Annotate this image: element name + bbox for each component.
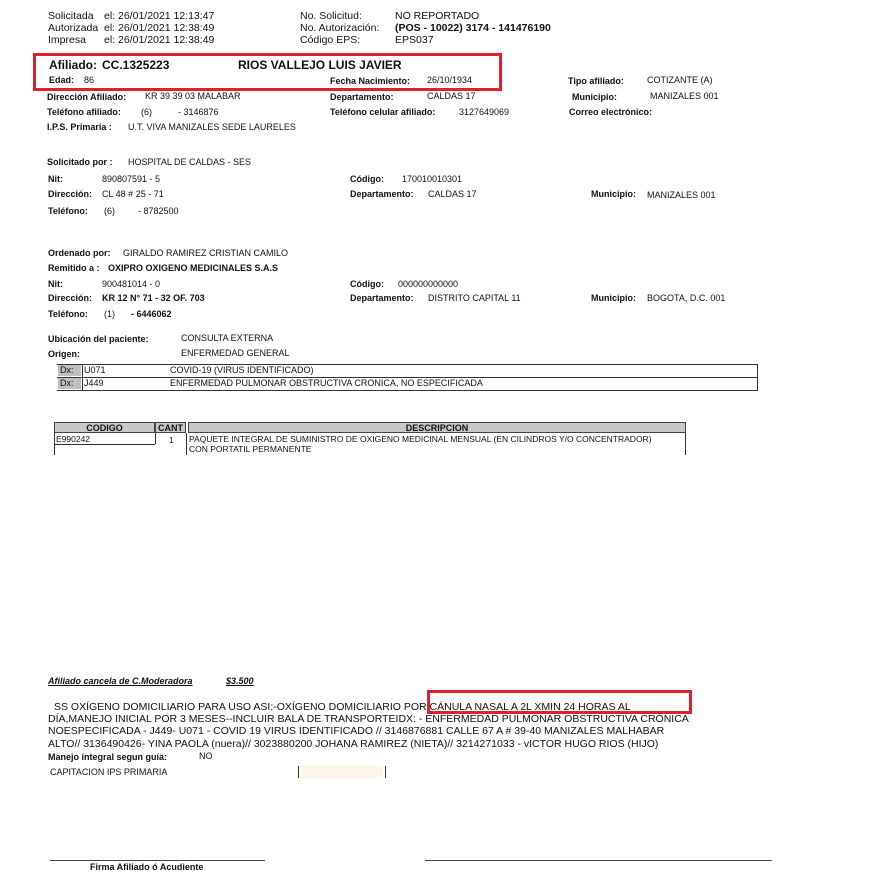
ips-label: I.P.S. Primaria : bbox=[47, 122, 112, 132]
autorizada-label: Autorizada bbox=[48, 22, 99, 34]
solicitada-date: el: 26/01/2021 12:13:47 bbox=[104, 10, 215, 22]
sol-departamento-value: CALDAS 17 bbox=[428, 189, 477, 199]
rem-telefono-value: - 6446062 bbox=[131, 309, 172, 319]
row-cant: 1 bbox=[169, 435, 174, 445]
obs-line-2: DÍA,MANEJO INICIAL POR 3 MESES--INCLUIR BALA DE TRANSPORTEIDX: - ENFERMEDAD PULMONAR OBSTRUCTIVA CRÓNICA bbox=[48, 713, 689, 725]
dx-top-border bbox=[57, 364, 757, 365]
rem-telefono-label: Teléfono: bbox=[48, 309, 88, 319]
manejo-value: NO bbox=[199, 751, 213, 761]
origen-value: ENFERMEDAD GENERAL bbox=[181, 348, 290, 358]
rem-nit-label: Nit: bbox=[48, 279, 63, 289]
col-header-cant: CANT bbox=[155, 422, 186, 433]
rem-codigo-label: Código: bbox=[350, 279, 384, 289]
capitacion-field bbox=[301, 766, 383, 778]
solicitado-por-value: HOSPITAL DE CALDAS - SES bbox=[128, 157, 252, 167]
telefono-afiliado-value: - 3146876 bbox=[178, 107, 219, 117]
firma-line-right bbox=[425, 860, 772, 861]
sol-codigo-value: 170010010301 bbox=[402, 174, 463, 184]
dx-code: U071 bbox=[84, 365, 106, 375]
origen-label: Origen: bbox=[48, 349, 81, 359]
dx-description: COVID-19 (VIRUS IDENTIFICADO) bbox=[170, 365, 314, 375]
table-divider bbox=[155, 433, 156, 444]
codigo-eps-label: Código EPS: bbox=[300, 34, 361, 46]
moderadora-value: $3.500 bbox=[226, 676, 254, 686]
ubicacion-label: Ubicación del paciente: bbox=[48, 334, 149, 344]
rem-codigo-value: 000000000000 bbox=[398, 279, 459, 289]
sol-departamento-label: Departamento: bbox=[350, 189, 414, 199]
no-autorizacion-value: (POS - 10022) 3174 - 141476190 bbox=[395, 22, 551, 34]
celular-value: 3127649069 bbox=[459, 107, 510, 117]
row-codigo: E990242 bbox=[56, 434, 91, 444]
fecha-nac-label: Fecha Nacimiento: bbox=[330, 76, 411, 86]
sol-direccion-label: Dirección: bbox=[48, 189, 93, 199]
dx-code-divider bbox=[82, 365, 83, 390]
row-desc-line2: CON PORTATIL PERMANENTE bbox=[189, 444, 312, 454]
dx-bottom-border bbox=[57, 390, 757, 391]
no-solicitud-value: NO REPORTADO bbox=[395, 10, 480, 22]
sol-codigo-label: Código: bbox=[350, 174, 384, 184]
impresa-label: Impresa bbox=[48, 34, 86, 46]
ips-value: U.T. VIVA MANIZALES SEDE LAURELES bbox=[128, 122, 296, 132]
dx-description: ENFERMEDAD PULMONAR OBSTRUCTIVA CRONICA, NO ESPECIFICADA bbox=[170, 378, 483, 388]
departamento-afiliado-value: CALDAS 17 bbox=[427, 91, 476, 101]
obs-line-3: NOESPECIFICADA - J449- U071 - COVID 19 VIRUS IDENTIFICADO // 3146876881 CALLE 67 A # 39-40 MANIZALES MALHABAR bbox=[48, 725, 665, 737]
impresa-date: el: 26/01/2021 12:38:49 bbox=[104, 34, 215, 46]
table-border-right bbox=[685, 433, 686, 455]
rem-municipio-label: Municipio: bbox=[591, 293, 636, 303]
ordenado-por-label: Ordenado por: bbox=[48, 248, 111, 258]
firma-afiliado-label: Firma Afiliado ó Acudiente bbox=[90, 862, 204, 872]
dx-right-border bbox=[757, 364, 758, 391]
solicitada-label: Solicitada bbox=[48, 10, 94, 22]
correo-label: Correo electrónico: bbox=[569, 107, 653, 117]
dx-code: J449 bbox=[84, 378, 104, 388]
rem-telefono-ind: (1) bbox=[104, 309, 115, 319]
tipo-afiliado-label: Tipo afiliado: bbox=[568, 76, 624, 86]
col-header-descripcion: DESCRIPCION bbox=[188, 422, 686, 433]
remitido-label: Remitido a : bbox=[48, 263, 100, 273]
telefono-afiliado-ind: (6) bbox=[141, 107, 152, 117]
solicitado-por-label: Solicitado por : bbox=[47, 157, 113, 167]
no-solicitud-label: No. Solicitud: bbox=[300, 10, 362, 22]
dx-tag: Dx: bbox=[58, 378, 81, 389]
remitido-value: OXIPRO OXIGENO MEDICINALES S.A.S bbox=[108, 263, 279, 273]
telefono-afiliado-label: Teléfono afiliado: bbox=[47, 107, 121, 117]
autorizada-date: el: 26/01/2021 12:38:49 bbox=[104, 22, 215, 34]
rem-departamento-label: Departamento: bbox=[350, 293, 414, 303]
rem-direccion-value: KR 12 N° 71 - 32 OF. 703 bbox=[102, 293, 205, 303]
sol-direccion-value: CL 48 # 25 - 71 bbox=[102, 189, 164, 199]
sol-telefono-ind: (6) bbox=[104, 206, 115, 216]
edad-value: 86 bbox=[84, 75, 95, 85]
sol-nit-label: Nit: bbox=[48, 174, 63, 184]
sol-telefono-label: Teléfono: bbox=[48, 206, 88, 216]
sol-telefono-value: - 8782500 bbox=[138, 206, 179, 216]
obs-line-4: ALTO// 3136490426- YINA PAOLA (nuera)// 3023880200 JOHANA RAMIREZ (NIETA)// 3214271033 - vICTOR HUGO RIOS (HIJO) bbox=[48, 738, 659, 750]
direccion-afiliado-label: Dirección Afiliado: bbox=[47, 92, 127, 102]
celular-label: Teléfono celular afiliado: bbox=[330, 107, 436, 117]
ordenado-por-value: GIRALDO RAMIREZ CRISTIAN CAMILO bbox=[123, 248, 289, 258]
row-desc-line1: PAQUETE INTEGRAL DE SUMINISTRO DE OXIGENO MEDICINAL MENSUAL (EN CILINDROS Y/O CONCENTRADOR) bbox=[189, 434, 652, 444]
sol-municipio-value: MANIZALES 001 bbox=[647, 190, 716, 200]
capitacion-field-left bbox=[298, 766, 299, 778]
fecha-nac-value: 26/10/1934 bbox=[427, 75, 473, 85]
affiliate-label: Afiliado: bbox=[49, 58, 97, 72]
rem-nit-value: 900481014 - 0 bbox=[102, 279, 161, 289]
col-header-codigo: CODIGO bbox=[54, 422, 155, 433]
municipio-afiliado-value: MANIZALES 001 bbox=[650, 91, 719, 101]
edad-label: Edad: bbox=[49, 75, 75, 85]
capitacion-text: CAPITACION IPS PRIMARIA bbox=[50, 767, 168, 777]
rem-departamento-value: DISTRITO CAPITAL 11 bbox=[428, 293, 521, 303]
affiliate-id: CC.1325223 bbox=[102, 58, 170, 72]
affiliate-name: RIOS VALLEJO LUIS JAVIER bbox=[238, 58, 402, 72]
rem-municipio-value: BOGOTA, D.C. 001 bbox=[647, 293, 726, 303]
departamento-afiliado-label: Departamento: bbox=[330, 92, 394, 102]
codigo-eps-value: EPS037 bbox=[395, 34, 434, 46]
moderadora-label: Afiliado cancela de C.Moderadora bbox=[48, 676, 193, 686]
rem-direccion-label: Dirección: bbox=[48, 293, 93, 303]
sol-nit-value: 890807591 - 5 bbox=[102, 174, 161, 184]
dx-tag: Dx: bbox=[58, 365, 81, 376]
obs-line-1: SS OXÍGENO DOMICILIARIO PARA USO ASI:-OXÍGENO DOMICILIARIO POR CÁNULA NASAL A 2L XMIN 24 HORAS AL bbox=[54, 701, 631, 713]
sol-municipio-label: Municipio: bbox=[591, 189, 636, 199]
ubicacion-value: CONSULTA EXTERNA bbox=[181, 333, 274, 343]
no-autorizacion-label: No. Autorización: bbox=[300, 22, 380, 34]
firma-afiliado-line bbox=[50, 860, 265, 861]
manejo-label: Manejo integral segun guía: bbox=[48, 752, 168, 762]
municipio-afiliado-label: Municipio: bbox=[572, 92, 617, 102]
tipo-afiliado-value: COTIZANTE (A) bbox=[647, 75, 713, 85]
capitacion-field-right bbox=[385, 766, 386, 778]
table-divider bbox=[186, 433, 187, 455]
direccion-afiliado-value: KR 39 39 03 MALABAR bbox=[145, 91, 241, 101]
